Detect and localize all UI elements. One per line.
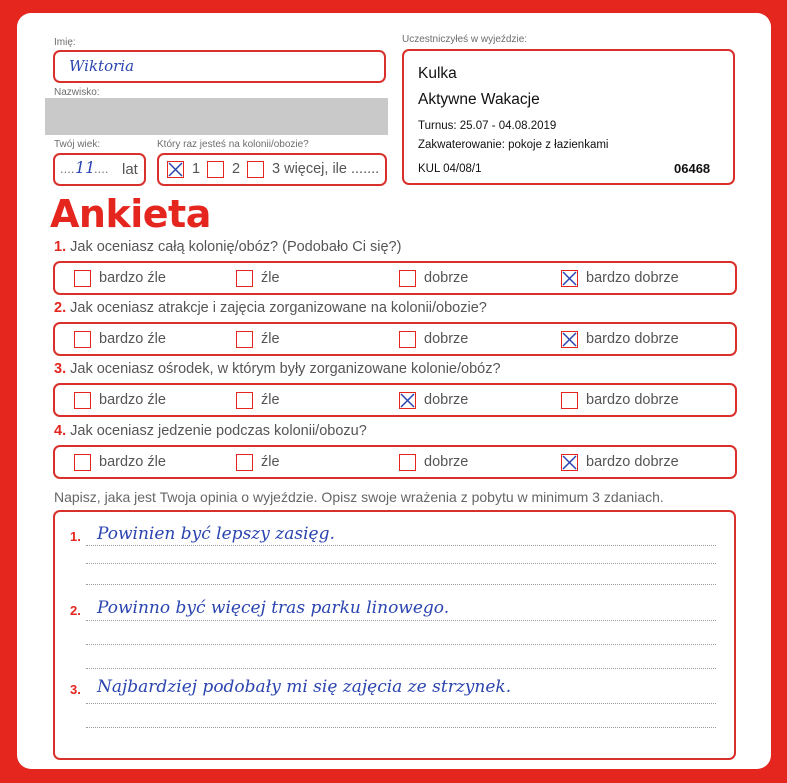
question-label: Jak oceniasz jedzenie podczas kolonii/obozu? (70, 423, 367, 439)
age-unit: lat (122, 161, 138, 178)
rating-option-label: źle (261, 454, 280, 470)
age-field[interactable] (53, 153, 146, 186)
rating-option[interactable] (399, 452, 468, 472)
writing-line (86, 563, 716, 564)
answer-text: Najbardziej podobały mi się zajęcia ze strzynek. (97, 677, 512, 697)
writing-line (86, 727, 716, 728)
rating-option-label: dobrze (424, 392, 469, 408)
rating-option[interactable] (236, 329, 280, 349)
rating-option[interactable] (561, 268, 679, 288)
rating-option[interactable] (561, 390, 679, 410)
checkbox[interactable] (74, 270, 91, 287)
checkbox[interactable] (399, 454, 416, 471)
checkbox[interactable] (561, 270, 578, 287)
rating-option-label: bardzo dobrze (586, 454, 679, 470)
rating-option-label: dobrze (424, 454, 469, 470)
question-label: Jak oceniasz całą kolonię/obóz? (Podobało Ci się?) (70, 239, 402, 255)
page-title: Ankieta (50, 192, 211, 236)
which-time-option-2[interactable] (207, 159, 240, 179)
rating-option[interactable] (74, 329, 166, 349)
which-time-option-label: 3 więcej, ile ....... (272, 161, 380, 177)
rating-option-label: bardzo źle (99, 454, 166, 470)
first-name-value: Wiktoria (69, 57, 135, 75)
question-2-text (54, 300, 487, 316)
question-1-text (54, 239, 401, 255)
rating-option[interactable] (561, 329, 679, 349)
checkbox[interactable] (399, 331, 416, 348)
question-4-options (53, 445, 737, 479)
answer-text: Powinien być lepszy zasięg. (97, 524, 335, 544)
question-3-options (53, 383, 737, 417)
rating-option[interactable] (236, 452, 280, 472)
checkbox[interactable] (167, 161, 184, 178)
question-4-text (54, 423, 367, 439)
rating-option-label: bardzo źle (99, 331, 166, 347)
checkbox[interactable] (561, 454, 578, 471)
participant-number: 06468 (674, 161, 711, 176)
checkbox[interactable] (236, 392, 253, 409)
rating-option[interactable] (236, 390, 280, 410)
checkbox[interactable] (236, 454, 253, 471)
rating-option-label: źle (261, 392, 280, 408)
which-time-option-1[interactable] (167, 159, 200, 179)
writing-line (86, 584, 716, 585)
checkbox[interactable] (74, 331, 91, 348)
question-2-options (53, 322, 737, 356)
rating-option[interactable] (236, 268, 280, 288)
writing-line (86, 644, 716, 645)
rating-option[interactable] (399, 390, 468, 410)
rating-option[interactable] (74, 452, 166, 472)
checkbox[interactable] (399, 392, 416, 409)
answer-number: 2. (70, 603, 81, 618)
checkbox[interactable] (399, 270, 416, 287)
rating-option[interactable] (74, 390, 166, 410)
question-number: 3. (54, 361, 67, 377)
checkbox[interactable] (207, 161, 224, 178)
which-time-field (157, 153, 387, 186)
participant-program: Aktywne Wakacje (418, 91, 540, 108)
writing-line (86, 545, 716, 546)
age-dots-right: .... (94, 161, 109, 176)
answer-number: 1. (70, 529, 81, 544)
question-1-options (53, 261, 737, 295)
answer-text: Powinno być więcej tras parku linowego. (97, 598, 450, 618)
writing-line (86, 668, 716, 669)
rating-option-label: źle (261, 331, 280, 347)
checkbox[interactable] (561, 392, 578, 409)
last-name-label: Nazwisko: (54, 87, 100, 98)
participant-code: KUL 04/08/1 (418, 163, 482, 175)
question-3-text (54, 361, 501, 377)
which-time-label: Który raz jesteś na kolonii/obozie? (157, 139, 309, 150)
last-name-redacted (45, 98, 388, 135)
question-number: 4. (54, 423, 67, 439)
question-number: 1. (54, 239, 67, 255)
rating-option-label: bardzo dobrze (586, 270, 679, 286)
participant-box (402, 49, 735, 185)
checkbox[interactable] (74, 454, 91, 471)
rating-option[interactable] (399, 268, 468, 288)
rating-option[interactable] (561, 452, 679, 472)
checkbox[interactable] (74, 392, 91, 409)
checkbox[interactable] (247, 161, 264, 178)
rating-option[interactable] (399, 329, 468, 349)
rating-option-label: bardzo dobrze (586, 331, 679, 347)
rating-option-label: dobrze (424, 331, 469, 347)
which-time-option-3[interactable] (247, 159, 379, 179)
age-label: Twój wiek: (54, 139, 101, 150)
rating-option-label: bardzo źle (99, 270, 166, 286)
rating-option-label: bardzo dobrze (586, 392, 679, 408)
writing-line (86, 620, 716, 621)
checkbox[interactable] (236, 331, 253, 348)
age-value: 11 (75, 158, 96, 177)
first-name-field[interactable] (53, 50, 386, 83)
age-dots-left: .... (60, 161, 75, 176)
rating-option[interactable] (74, 268, 166, 288)
question-number: 2. (54, 300, 67, 316)
participant-turnus: Turnus: 25.07 - 04.08.2019 (418, 120, 557, 132)
rating-option-label: źle (261, 270, 280, 286)
rating-option-label: dobrze (424, 270, 469, 286)
answer-number: 3. (70, 682, 81, 697)
participant-name: Kulka (418, 65, 457, 82)
rating-option-label: bardzo źle (99, 392, 166, 408)
question-label: Jak oceniasz ośrodek, w którym były zorganizowane kolonie/obóz? (70, 361, 501, 377)
participant-label: Uczestniczyłeś w wyjeździe: (402, 34, 528, 45)
which-time-option-label: 2 (232, 161, 241, 177)
checkbox[interactable] (236, 270, 253, 287)
writing-line (86, 703, 716, 704)
first-name-label: Imię: (54, 37, 76, 48)
checkbox[interactable] (561, 331, 578, 348)
opinion-prompt: Napisz, jaka jest Twoja opinia o wyjeździe. Opisz swoje wrażenia z pobytu w minimum 3 zdaniach. (54, 489, 664, 505)
opinion-box[interactable] (53, 510, 736, 760)
participant-accommodation: Zakwaterowanie: pokoje z łazienkami (418, 139, 609, 151)
question-label: Jak oceniasz atrakcje i zajęcia zorganizowane na kolonii/obozie? (70, 300, 487, 316)
which-time-option-label: 1 (192, 161, 201, 177)
